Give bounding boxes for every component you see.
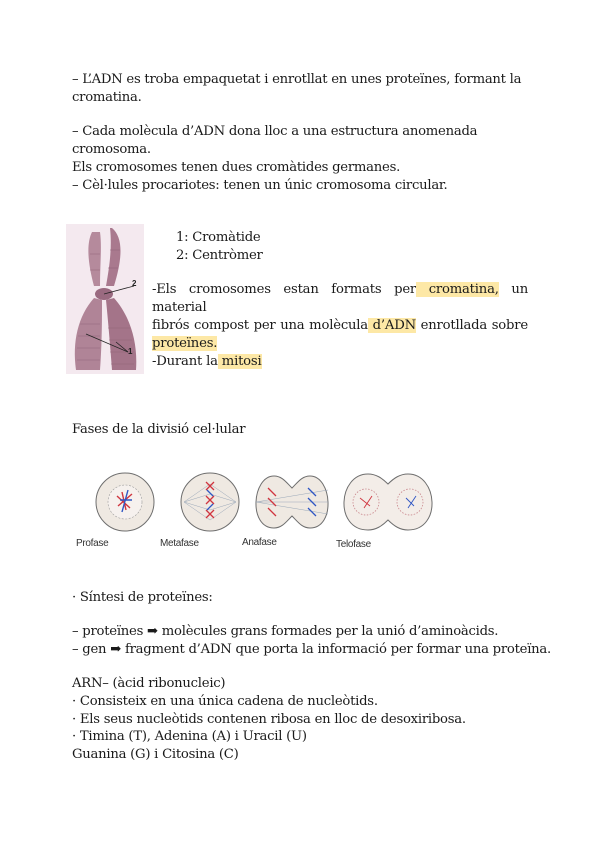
intro-line: cromatina.: [72, 90, 142, 105]
highlight: mitosi: [217, 354, 262, 369]
intro-line: – Cada molècula d’ADN dona lloc a una estructura anomenada: [72, 124, 478, 139]
prophase-cell: [96, 473, 154, 531]
arn-line: Guanina (G) i Citosina (C): [72, 747, 239, 762]
intro-line: Els cromosomes tenen dues cromàtides germanes.: [72, 160, 401, 175]
intro-line: – Cèl·lules procariotes: tenen un únic cromosoma circular.: [72, 178, 448, 193]
synthesis-line: – proteïnes ➡ molècules grans formades per la unió d’aminoàcids.: [72, 624, 499, 639]
label-1: 1: [128, 347, 133, 356]
phases-title: Fases de la divisió cel·lular: [72, 422, 246, 437]
intro-line: cromosoma.: [72, 142, 151, 157]
telophase-cell: [344, 474, 432, 530]
highlight: proteïnes.: [152, 336, 218, 351]
phase-label-metaphase: Metafase: [160, 538, 199, 549]
phase-label-anaphase: Anafase: [242, 537, 277, 548]
phase-label-telophase: Telofase: [336, 539, 371, 550]
cell-division-diagram: [70, 470, 440, 534]
legend-item-chromatid: 1: Cromàtide: [176, 230, 261, 245]
label-2: 2: [132, 279, 137, 288]
arn-line: · Els seus nucleòtids contenen ribosa en lloc de desoxiribosa.: [72, 712, 466, 727]
synthesis-line: – gen ➡ fragment d’ADN que porta la informació per formar una proteïna.: [72, 642, 551, 657]
legend-item-centromere: 2: Centròmer: [176, 248, 263, 263]
highlight: d’ADN: [367, 318, 416, 333]
anaphase-cell: [256, 476, 328, 528]
metaphase-cell: [181, 473, 239, 531]
synthesis-title: · Síntesi de proteïnes:: [72, 590, 213, 605]
intro-line: – L’ADN es troba empaquetat i enrotllat en unes proteïnes, formant la: [72, 72, 522, 87]
arn-line: · Consisteix en una única cadena de nucleòtids.: [72, 694, 378, 709]
chromosome-image: [66, 224, 144, 374]
arn-line: · Timina (T), Adenina (A) i Uracil (U): [72, 729, 307, 744]
phase-label-prophase: Profase: [76, 538, 109, 549]
chromosome-description: -Els cromosomes estan formats per cromatina, un material fibrós compost per una molècula d’ADN enrotllada sobre proteïnes. -Durant la mitosi: [152, 282, 528, 369]
arn-title: ARN– (àcid ribonucleic): [72, 676, 226, 691]
highlight: cromatina,: [416, 282, 499, 297]
